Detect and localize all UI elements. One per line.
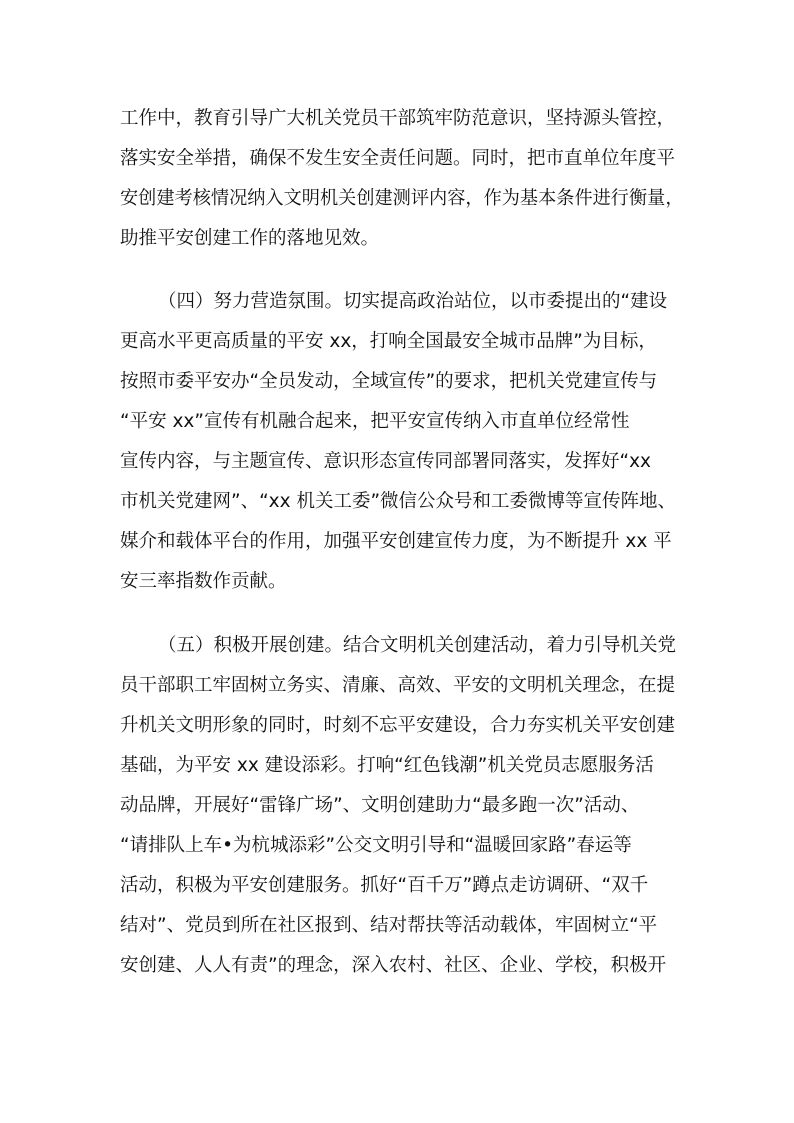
line-text: 动品牌，开展好“雷锋广场”、文明创建助力“最多跑一次”活动、 bbox=[120, 795, 640, 816]
line-text: 宣传内容，与主题宣传、意识形态宣传同部署同落实，发挥好“xx bbox=[120, 451, 651, 472]
text-line bbox=[0, 946, 794, 986]
text-line bbox=[0, 179, 794, 219]
text-line bbox=[0, 402, 794, 442]
line-text: 落实安全举措，确保不发生安全责任问题。同时，把市直单位年度平 bbox=[120, 148, 676, 169]
line-text: “请排队上车•为杭城添彩”公交文明引导和“温暖回家路”春运等 bbox=[120, 835, 632, 856]
line-text: 安创建、人人有责”的理念，深入农村、社区、企业、学校，积极开 bbox=[120, 955, 667, 976]
line-text: 工作中，教育引导广大机关党员干部筑牢防范意识，坚持源头管控， bbox=[120, 108, 676, 129]
text-line bbox=[0, 786, 794, 826]
line-text: 市机关党建网”、“xx 机关工委”微信公众号和工委微博等宣传阵地、 bbox=[120, 491, 677, 512]
text-line bbox=[0, 219, 794, 259]
line-text: “平安 xx”宣传有机融合起来，把平安宣传纳入市直单位经常性 bbox=[120, 411, 630, 432]
text-line bbox=[0, 322, 794, 362]
line-text: 媒介和载体平台的作用，加强平安创建宣传力度，为不断提升 xx 平 bbox=[120, 531, 672, 552]
text-line bbox=[0, 626, 794, 666]
line-text: 员干部职工牢固树立务实、清廉、高效、平安的文明机关理念，在提 bbox=[120, 675, 676, 696]
text-line bbox=[0, 99, 794, 139]
text-line bbox=[0, 442, 794, 482]
text-line bbox=[0, 826, 794, 866]
text-line bbox=[0, 562, 794, 602]
line-text: （五）积极开展创建。结合文明机关创建活动，着力引导机关党 bbox=[158, 635, 677, 656]
line-text: 升机关文明形象的同时，时刻不忘平安建设，合力夯实机关平安创建 bbox=[120, 715, 676, 736]
text-line bbox=[0, 139, 794, 179]
line-text: 更高水平更高质量的平安 xx，打响全国最安全城市品牌”为目标， bbox=[120, 331, 657, 352]
text-line bbox=[0, 666, 794, 706]
text-line bbox=[0, 746, 794, 786]
text-line bbox=[0, 866, 794, 906]
text-line bbox=[0, 282, 794, 322]
text-line bbox=[0, 362, 794, 402]
line-text: 结对”、党员到所在社区报到、结对帮扶等活动载体，牢固树立“平 bbox=[120, 915, 658, 936]
text-line bbox=[0, 706, 794, 746]
line-text: 安三率指数作贡献。 bbox=[120, 571, 287, 592]
line-text: 基础，为平安 xx 建设添彩。打响“红色钱潮”机关党员志愿服务活 bbox=[120, 755, 654, 776]
line-text: 助推平安创建工作的落地见效。 bbox=[120, 228, 380, 249]
text-line bbox=[0, 522, 794, 562]
line-text: 按照市委平安办“全员发动，全域宣传”的要求，把机关党建宣传与 bbox=[120, 371, 658, 392]
line-text: （四）努力营造氛围。切实提高政治站位，以市委提出的“建设 bbox=[158, 291, 668, 312]
line-text: 安创建考核情况纳入文明机关创建测评内容，作为基本条件进行衡量， bbox=[120, 188, 684, 209]
line-text: 活动，积极为平安创建服务。抓好“百千万”蹲点走访调研、“双千 bbox=[120, 875, 649, 896]
text-line bbox=[0, 906, 794, 946]
text-line bbox=[0, 482, 794, 522]
